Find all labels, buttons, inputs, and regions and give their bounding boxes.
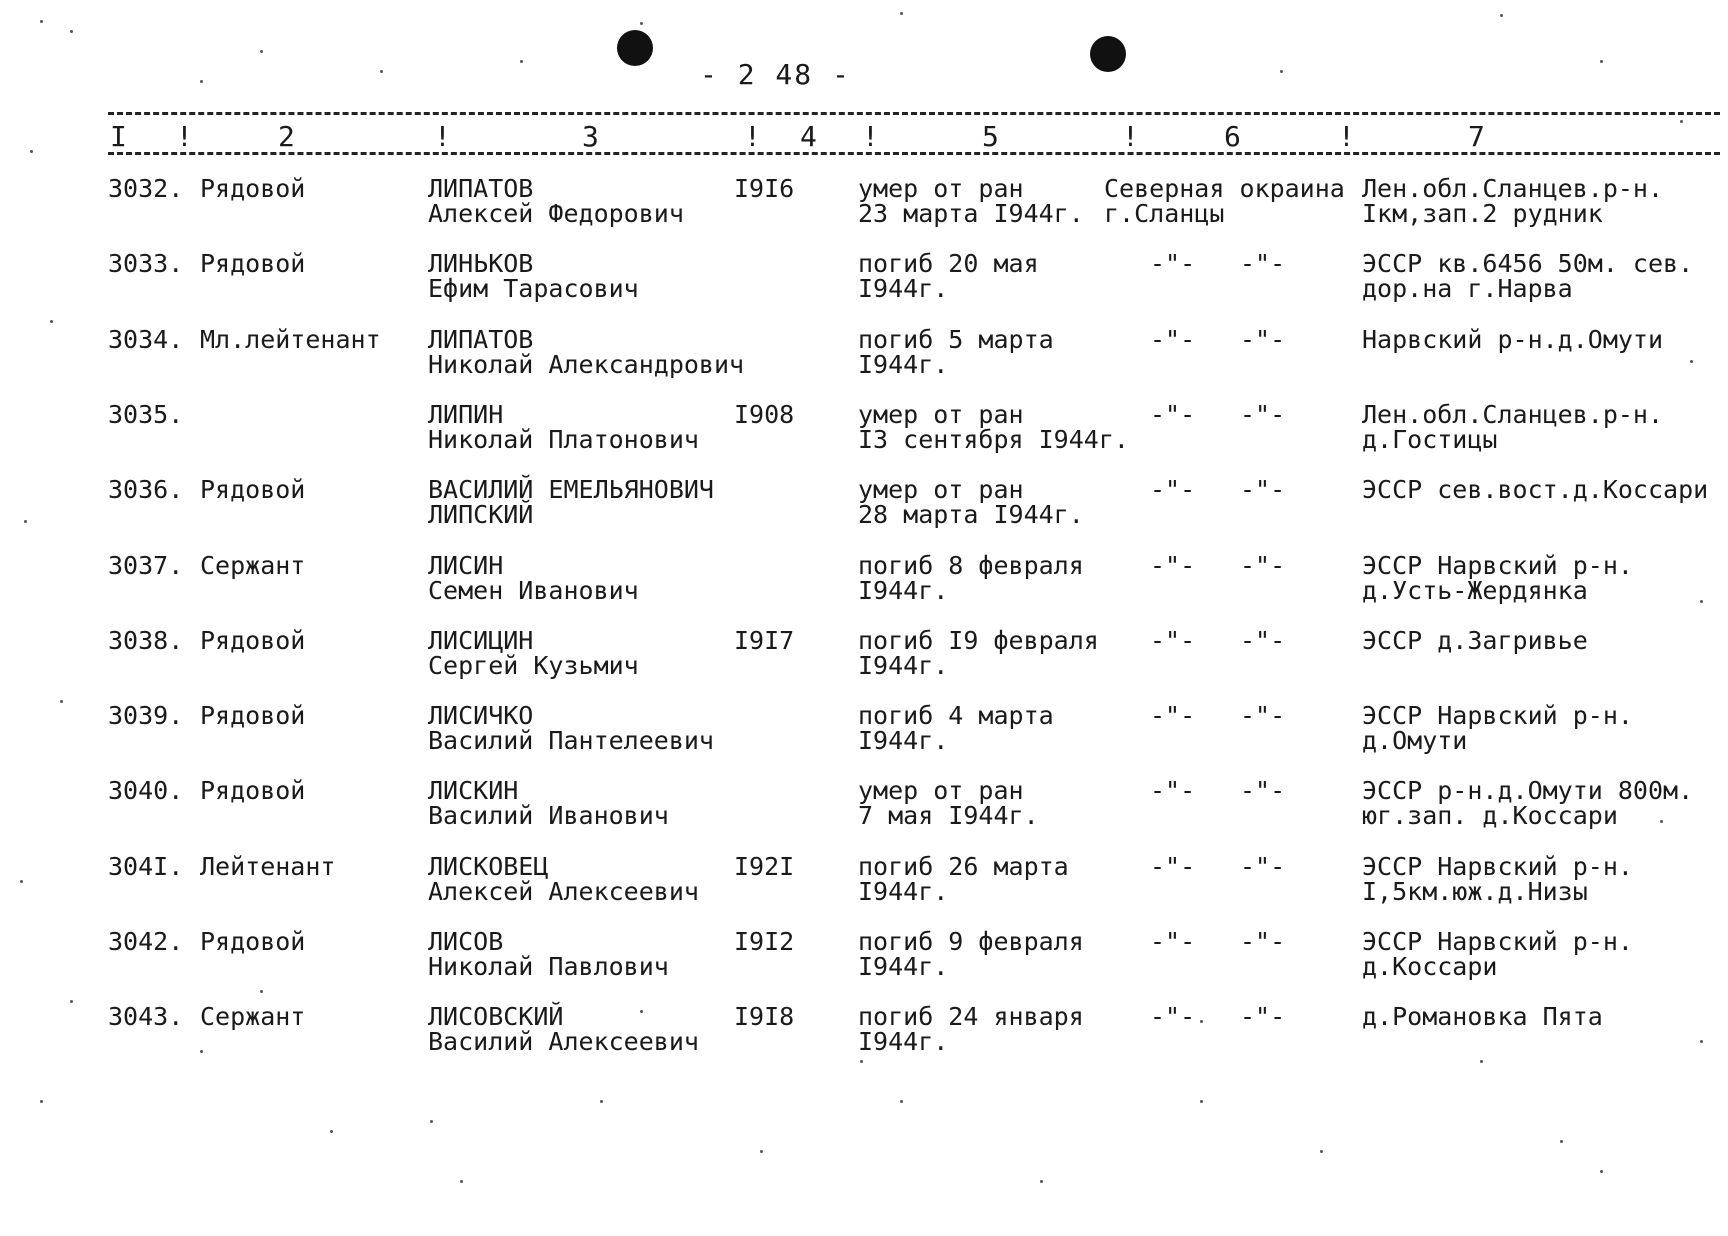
death-info-line-1: умер от ран	[858, 475, 1024, 505]
table-row	[0, 1004, 1728, 1074]
record-number-line-1: 304I.	[108, 851, 184, 881]
rank-line-1: Рядовой	[200, 249, 306, 279]
full-name-line-1: ЛИСКОВЕЦ	[428, 851, 549, 881]
full-name	[428, 324, 745, 379]
scan-speck	[860, 1060, 863, 1063]
death-info	[858, 475, 1084, 530]
birth-year-line-1: I92I	[734, 851, 795, 881]
rank-line-1: Рядовой	[200, 625, 306, 655]
birth-year-line-1: I9I2	[734, 927, 795, 956]
ditto-mark	[1240, 475, 1286, 505]
scan-speck	[200, 1050, 203, 1053]
death-info-line-1: умер от ран	[858, 399, 1024, 429]
ditto-mark	[1240, 625, 1286, 655]
rank	[200, 249, 306, 279]
death-info-line-2: I944г.	[858, 650, 949, 680]
full-name-line-2: Василий Пантелеевич	[428, 726, 714, 756]
scan-speck	[520, 60, 523, 63]
burial-place-line-2: г.Сланцы	[1104, 199, 1225, 228]
rank	[200, 625, 306, 655]
ditto-mark-line-1: -"-	[1240, 625, 1286, 655]
record-number	[108, 1002, 184, 1032]
rank	[200, 851, 336, 881]
death-info-line-2: 28 марта I944г.	[858, 500, 1084, 530]
ditto-mark-line-1: -"-	[1240, 776, 1286, 806]
punch-hole-right	[1090, 36, 1126, 72]
birth-year-line-1: I9I6	[734, 174, 795, 203]
burial-location-line-2: Iкм,зап.2 рудник	[1362, 199, 1603, 228]
full-name-line-2: Николай Платонович	[428, 424, 699, 454]
column-separator: !	[862, 120, 879, 153]
ditto-mark-line-1: -"-	[1240, 851, 1286, 881]
birth-year	[734, 176, 794, 201]
burial-location-line-1: ЭССР Нарвский р-н.	[1362, 701, 1633, 731]
burial-location-line-2: дор.на г.Нарва	[1362, 274, 1573, 304]
full-name-line-2: Николай Павлович	[428, 952, 669, 981]
record-number	[108, 324, 184, 354]
scan-speck	[1690, 360, 1693, 363]
full-name-line-1: ЛИСИЦИН	[428, 625, 534, 655]
scan-speck	[760, 1150, 763, 1153]
ditto-mark-line-1: -"-	[1150, 927, 1196, 956]
ditto-mark	[1150, 399, 1196, 429]
record-number-line-1: 3036.	[108, 475, 184, 505]
rank-line-1: Рядовой	[200, 475, 306, 505]
full-name	[428, 475, 714, 530]
burial-location-line-2: д.Усть-Жердянка	[1362, 575, 1588, 605]
death-info	[858, 399, 1129, 454]
ditto-mark	[1240, 776, 1286, 806]
full-name-line-2: Василий Алексеевич	[428, 1027, 699, 1057]
ditto-mark-line-1: -"-	[1240, 475, 1286, 505]
ditto-mark-line-1: -"-	[1240, 399, 1286, 429]
full-name-line-2: Алексей Алексеевич	[428, 876, 699, 906]
table-row	[0, 176, 1728, 246]
ditto-mark	[1150, 851, 1196, 881]
burial-location-line-2: д.Гостицы	[1362, 424, 1498, 454]
death-info-line-1: погиб 5 марта	[858, 324, 1054, 354]
ditto-mark-line-1: -"-	[1240, 249, 1286, 279]
record-number	[108, 249, 184, 279]
burial-location-line-1: ЭССР сев.вост.д.Коссари	[1362, 475, 1709, 505]
scan-speck	[1600, 1170, 1603, 1173]
burial-location	[1362, 851, 1633, 906]
birth-year-line-1: I9I7	[734, 625, 795, 655]
scan-speck	[1040, 1180, 1043, 1183]
death-info-line-2: I3 сентября I944г.	[858, 424, 1129, 454]
ditto-mark	[1240, 701, 1286, 731]
table-row	[0, 251, 1728, 321]
table-row	[0, 778, 1728, 848]
burial-location	[1362, 625, 1588, 655]
rank-line-1: Рядовой	[200, 927, 306, 956]
ditto-mark	[1240, 550, 1286, 580]
burial-location-line-2: д.Омути	[1362, 726, 1468, 756]
column-number-6: 6	[1224, 120, 1241, 153]
rank	[200, 176, 305, 201]
burial-location-line-1: д.Романовка Пята	[1362, 1002, 1603, 1032]
ditto-mark-line-1: -"-	[1150, 701, 1196, 731]
record-number-line-1: 3042.	[108, 927, 184, 956]
full-name-line-1: ЛИСОВСКИЙ	[428, 1002, 564, 1032]
scan-speck	[1700, 600, 1703, 603]
burial-location	[1362, 399, 1664, 454]
full-name	[428, 399, 699, 454]
table-row	[0, 929, 1728, 999]
scan-speck	[60, 700, 63, 703]
full-name-line-1: ЛИСИЧКО	[428, 701, 534, 731]
full-name-line-2: Алексей Федорович	[428, 199, 684, 228]
column-number-5: 5	[982, 120, 999, 153]
full-name	[428, 625, 639, 680]
scan-speck	[40, 1100, 43, 1103]
birth-year-line-1: I9I8	[734, 1002, 795, 1032]
ditto-mark-line-1: -"-	[1150, 776, 1196, 806]
burial-location	[1362, 701, 1633, 756]
death-info-line-1: погиб 8 февраля	[858, 550, 1084, 580]
ditto-mark-line-1: -"-	[1240, 701, 1286, 731]
ditto-mark-line-1: -"-	[1150, 399, 1196, 429]
scan-speck	[70, 30, 73, 33]
ditto-mark	[1150, 249, 1196, 279]
full-name	[428, 550, 639, 605]
ditto-mark	[1240, 324, 1286, 354]
death-info-line-1: погиб 26 марта	[858, 851, 1069, 881]
rank-line-1: Сержант	[200, 550, 306, 580]
birth-year	[734, 399, 795, 429]
burial-location-line-1: ЭССР кв.6456 50м. сев.	[1362, 249, 1694, 279]
record-number	[108, 399, 184, 429]
ditto-mark	[1240, 1002, 1286, 1032]
record-number	[108, 625, 184, 655]
full-name	[428, 701, 714, 756]
full-name-line-1: ЛИПИН	[428, 399, 504, 429]
death-info-line-1: умер от ран	[858, 174, 1024, 203]
burial-location-line-1: Лен.обл.Сланцев.р-н.	[1362, 399, 1664, 429]
death-info-line-2: 23 марта I944г.	[858, 199, 1084, 228]
scan-speck	[30, 150, 33, 153]
ditto-mark	[1150, 929, 1195, 954]
scan-speck	[40, 20, 43, 23]
full-name-line-2: Николай Александрович	[428, 349, 745, 379]
death-info	[858, 176, 1084, 226]
death-info-line-2: I944г.	[858, 876, 949, 906]
death-info	[858, 550, 1084, 605]
scan-speck	[330, 1130, 333, 1133]
record-number	[108, 929, 183, 954]
table-row	[0, 703, 1728, 773]
table-row	[0, 625, 1728, 698]
scan-speck	[20, 880, 23, 883]
scan-speck	[1480, 1060, 1483, 1063]
full-name-line-2: Василий Иванович	[428, 801, 669, 831]
burial-location-line-2: I,5км.юж.д.Низы	[1362, 876, 1588, 906]
ditto-mark	[1150, 324, 1196, 354]
full-name-line-1: ЛИСИН	[428, 550, 504, 580]
scan-speck	[260, 50, 263, 53]
record-number	[108, 701, 184, 731]
scan-speck	[430, 1120, 433, 1123]
burial-location-line-1: ЭССР Нарвский р-н.	[1362, 927, 1633, 956]
full-name-line-1: ЛИНЬКОВ	[428, 249, 534, 279]
ditto-mark-line-1: -"-	[1240, 550, 1286, 580]
birth-year	[734, 1002, 795, 1032]
ditto-mark-line-1: -"-	[1150, 851, 1196, 881]
rank-line-1: Лейтенант	[200, 851, 336, 881]
record-number	[108, 475, 184, 505]
burial-location	[1362, 776, 1694, 831]
scan-speck	[1560, 1140, 1563, 1143]
death-info-line-2: I944г.	[858, 274, 949, 304]
burial-location-line-1: Лен.обл.Сланцев.р-н.	[1362, 174, 1664, 203]
scan-speck	[460, 1180, 463, 1183]
burial-location	[1362, 929, 1633, 979]
full-name-line-2: Сергей Кузьмич	[428, 650, 639, 680]
column-separator: !	[744, 120, 761, 153]
full-name-line-1: ЛИСОВ	[428, 927, 504, 956]
burial-location	[1362, 324, 1664, 354]
rank-line-1: Мл.лейтенант	[200, 324, 381, 354]
ditto-mark	[1150, 776, 1196, 806]
scan-speck	[1500, 14, 1503, 17]
ditto-mark-line-1: -"-	[1150, 324, 1196, 354]
full-name-line-2: Семен Иванович	[428, 575, 639, 605]
ditto-mark-line-1: -"-	[1150, 625, 1196, 655]
rank	[200, 324, 381, 354]
ditto-mark-line-1: -"-	[1240, 1002, 1286, 1032]
ditto-mark	[1150, 701, 1196, 731]
ditto-mark-line-1: -"-	[1150, 249, 1196, 279]
rank-line-1: Сержант	[200, 1002, 306, 1032]
burial-location-line-2: юг.зап. д.Коссари	[1362, 801, 1618, 831]
death-info-line-1: погиб 4 марта	[858, 701, 1054, 731]
death-info-line-2: I944г.	[858, 726, 949, 756]
full-name	[428, 929, 669, 979]
full-name	[428, 249, 639, 304]
birth-year	[734, 851, 795, 881]
death-info	[858, 1002, 1084, 1057]
table-row	[0, 851, 1728, 924]
rank	[200, 1002, 306, 1032]
death-info-line-1: погиб 20 мая	[858, 249, 1039, 279]
ditto-mark	[1240, 851, 1286, 881]
ditto-mark	[1150, 1002, 1196, 1032]
rank-line-1: Рядовой	[200, 174, 306, 203]
record-number-line-1: 3043.	[108, 1002, 184, 1032]
rank	[200, 550, 306, 580]
death-info	[858, 776, 1039, 831]
death-info	[858, 625, 1099, 680]
rank	[200, 701, 306, 731]
record-number-line-1: 3040.	[108, 776, 184, 806]
full-name-line-2: Ефим Тарасович	[428, 274, 639, 304]
record-number-line-1: 3039.	[108, 701, 184, 731]
death-info-line-2: I944г.	[858, 1027, 949, 1057]
ditto-mark	[1150, 625, 1196, 655]
scan-speck	[1600, 60, 1603, 63]
ditto-mark-line-1: -"-	[1150, 475, 1196, 505]
scan-speck	[1280, 70, 1283, 73]
death-info-line-2: 7 мая I944г.	[858, 801, 1039, 831]
burial-location-line-1: ЭССР д.Загривье	[1362, 625, 1588, 655]
burial-location-line-2: д.Коссари	[1362, 952, 1498, 981]
ditto-mark	[1240, 929, 1285, 954]
burial-place-line-1: Северная окраина	[1104, 174, 1345, 203]
ditto-mark-line-1: -"-	[1240, 324, 1286, 354]
burial-location	[1362, 475, 1709, 505]
birth-year-line-1: I908	[734, 399, 795, 429]
birth-year	[734, 625, 795, 655]
table-row	[0, 399, 1728, 472]
column-number-2: 2	[278, 120, 295, 153]
column-separator: !	[1122, 120, 1139, 153]
burial-location-line-1: ЭССР Нарвский р-н.	[1362, 851, 1633, 881]
full-name	[428, 176, 684, 226]
record-number-line-1: 3038.	[108, 625, 184, 655]
scan-speck	[1660, 820, 1663, 823]
record-number-line-1: 3032.	[108, 174, 184, 203]
record-number	[108, 776, 184, 806]
header-rule-top	[108, 112, 1720, 115]
ditto-mark	[1150, 550, 1196, 580]
burial-location	[1362, 176, 1663, 226]
rank	[200, 475, 306, 505]
rank	[200, 776, 306, 806]
scan-speck	[1700, 1040, 1703, 1043]
scan-speck	[200, 80, 203, 83]
ditto-mark-line-1: -"-	[1150, 1002, 1196, 1032]
record-number-line-1: 3037.	[108, 550, 184, 580]
death-info-line-2: I944г.	[858, 349, 949, 379]
burial-location	[1362, 550, 1633, 605]
burial-location-line-1: Нарвский р-н.д.Омути	[1362, 324, 1664, 354]
death-info	[858, 929, 1084, 979]
full-name	[428, 851, 699, 906]
full-name-line-1: ЛИПАТОВ	[428, 324, 534, 354]
full-name-line-1: ВАСИЛИЙ ЕМЕЛЬЯНОВИЧ	[428, 475, 714, 505]
scan-speck	[1680, 120, 1683, 123]
burial-location-line-1: ЭССР Нарвский р-н.	[1362, 550, 1633, 580]
burial-location	[1362, 249, 1694, 304]
scan-speck	[600, 1100, 603, 1103]
death-info	[858, 249, 1039, 304]
scan-speck	[380, 70, 383, 73]
record-number-line-1: 3034.	[108, 324, 184, 354]
page-number: - 2 48 -	[700, 58, 851, 91]
scan-speck	[24, 520, 27, 523]
death-info	[858, 851, 1069, 906]
ditto-mark-line-1: -"-	[1150, 550, 1196, 580]
burial-place	[1104, 176, 1345, 226]
scan-speck	[1200, 1100, 1203, 1103]
column-number-4: 4	[800, 120, 817, 153]
scan-speck	[260, 990, 263, 993]
death-info-line-2: I944г.	[858, 952, 949, 981]
death-info-line-1: умер от ран	[858, 776, 1024, 806]
scan-speck	[640, 1010, 643, 1013]
death-info	[858, 324, 1054, 379]
rank	[200, 929, 305, 954]
column-number-I: I	[110, 120, 127, 153]
punch-hole-left	[617, 30, 653, 66]
death-info-line-1: погиб 24 января	[858, 1002, 1084, 1032]
death-info-line-1: погиб I9 февраля	[858, 625, 1099, 655]
column-separator: !	[1338, 120, 1355, 153]
scan-speck	[1320, 1150, 1323, 1153]
burial-location	[1362, 1002, 1603, 1032]
scan-speck	[50, 320, 53, 323]
column-separator: !	[434, 120, 451, 153]
full-name	[428, 776, 669, 831]
ditto-mark	[1240, 249, 1286, 279]
table-row	[0, 324, 1728, 397]
scan-speck	[1200, 1020, 1203, 1023]
table-row	[0, 550, 1728, 623]
column-number-7: 7	[1468, 120, 1485, 153]
full-name-line-2: ЛИПСКИЙ	[428, 500, 534, 530]
scan-speck	[640, 22, 643, 25]
record-number	[108, 851, 184, 881]
ditto-mark	[1150, 475, 1196, 505]
death-info-line-2: I944г.	[858, 575, 949, 605]
burial-location-line-1: ЭССР р-н.д.Омути 800м.	[1362, 776, 1694, 806]
death-info-line-1: погиб 9 февраля	[858, 927, 1084, 956]
scan-speck	[900, 12, 903, 15]
table-row	[0, 477, 1728, 547]
record-number	[108, 550, 184, 580]
full-name-line-1: ЛИПАТОВ	[428, 174, 534, 203]
column-number-3: 3	[582, 120, 599, 153]
rank-line-1: Рядовой	[200, 776, 306, 806]
ditto-mark	[1240, 399, 1286, 429]
record-number	[108, 176, 183, 201]
rank-line-1: Рядовой	[200, 701, 306, 731]
record-number-line-1: 3035.	[108, 399, 184, 429]
scan-speck	[900, 1100, 903, 1103]
ditto-mark-line-1: -"-	[1240, 927, 1286, 956]
scan-speck	[70, 1000, 73, 1003]
full-name-line-1: ЛИСКИН	[428, 776, 519, 806]
death-info	[858, 701, 1054, 756]
record-number-line-1: 3033.	[108, 249, 184, 279]
full-name	[428, 1002, 699, 1057]
column-separator: !	[176, 120, 193, 153]
birth-year	[734, 929, 794, 954]
